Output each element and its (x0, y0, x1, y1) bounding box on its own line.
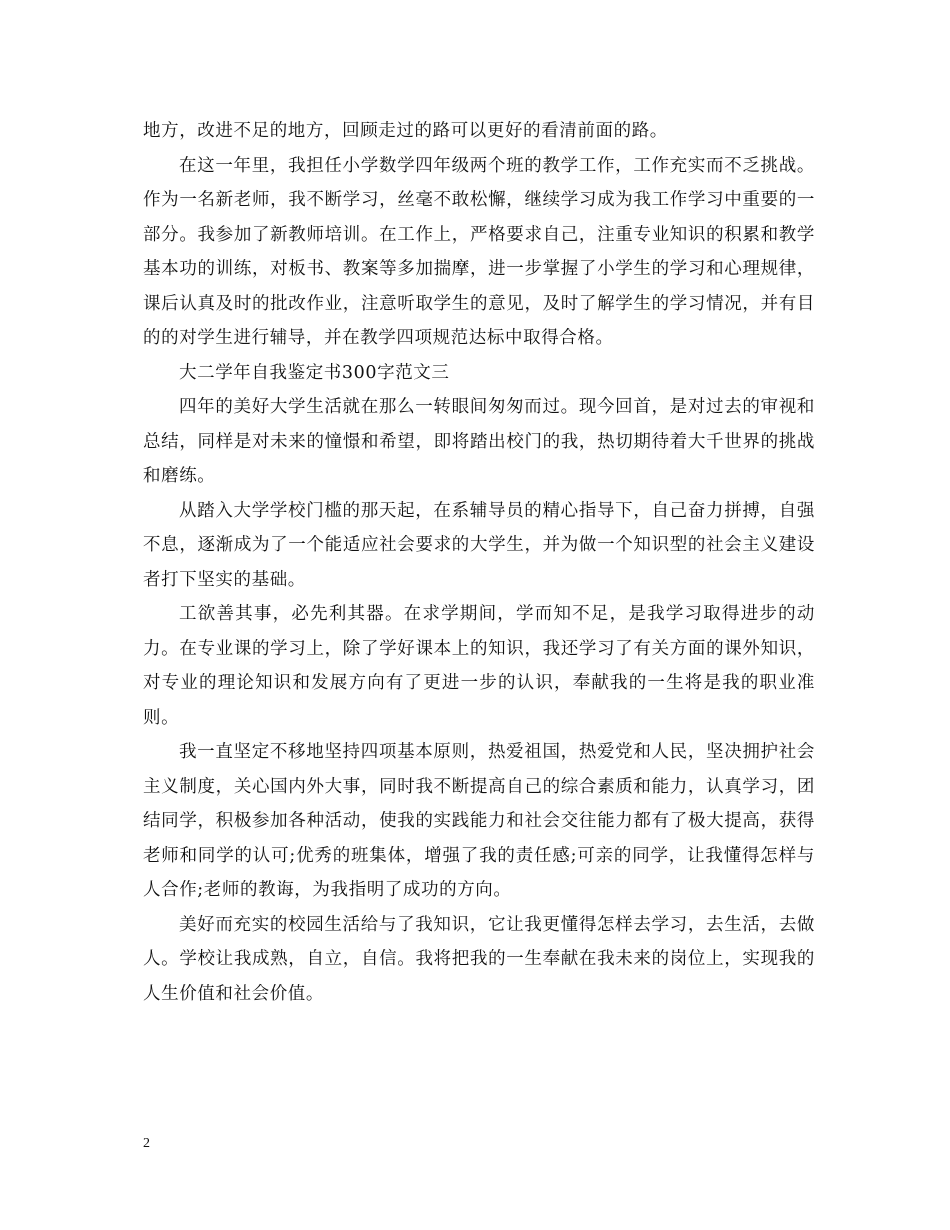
paragraph-2: 在这一年里，我担任小学数学四年级两个班的教学工作，工作充实而不乏挑战。作为一名新老师，我不断学习，丝毫不敢松懈，继续学习成为我工作学习中重要的一部分。我参加了新教师培训。在工作上，严格要求自己，注重专业知识的积累和教学基本功的训练，对板书、教案等多加揣摩，进一步掌握了小学生的学习和心理规律，课后认真及时的批改作业，注意听取学生的意见，及时了解学生的学习情况，并有目的的对学生进行辅导，并在教学四项规范达标中取得合格。 (143, 155, 815, 348)
paragraph-7: 美好而充实的校园生活给与了我知识，它让我更懂得怎样去学习，去生活，去做人。学校让我成熟，自立，自信。我将把我的一生奉献在我未来的岗位上，实现我的人生价值和社会价值。 (143, 914, 815, 1004)
page-number: 2 (143, 1136, 150, 1151)
paragraph-1: 地方，改进不足的地方，回顾走过的路可以更好的看清前面的路。 (143, 121, 668, 141)
paragraph-6: 我一直坚定不移地坚持四项基本原则，热爱祖国，热爱党和人民，坚决拥护社会主义制度，关心国内外大事，同时我不断提高自己的综合素质和能力，认真学习，团结同学，积极参加各种活动，使我的实践能力和社会交往能力都有了极大提高，获得老师和同学的认可;优秀的班集体，增强了我的责任感;可亲的同学，让我懂得怎样与人合作;老师的教诲，为我指明了成功的方向。 (143, 742, 815, 900)
document-body (143, 114, 815, 1011)
paragraph-5: 工欲善其事，必先利其器。在求学期间，学而知不足，是我学习取得进步的动力。在专业课的学习上，除了学好课本上的知识，我还学习了有关方面的课外知识，对专业的理论知识和发展方向有了更进一步的认识，奉献我的一生将是我的职业准则。 (143, 604, 815, 728)
paragraph-4: 从踏入大学学校门槛的那天起，在系辅导员的精心指导下，自己奋力拼搏，自强不息，逐渐成为了一个能适应社会要求的大学生，并为做一个知识型的社会主义建设者打下坚实的基础。 (143, 500, 815, 590)
section-heading: 大二学年自我鉴定书300字范文三 (179, 362, 450, 383)
paragraph-3: 四年的美好大学生活就在那么一转眼间匆匆而过。现今回首，是对过去的审视和总结，同样是对未来的憧憬和希望，即将踏出校门的我，热切期待着大千世界的挑战和磨练。 (143, 397, 815, 486)
